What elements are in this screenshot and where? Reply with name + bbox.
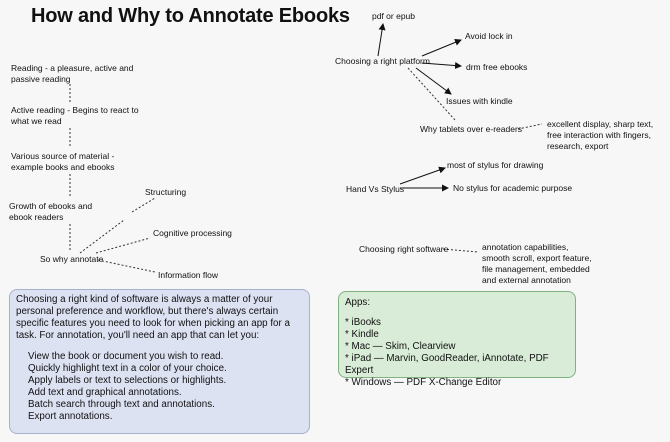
node-active-reading: Active reading - Begins to react to what we read [11, 105, 139, 126]
node-drm-free: drm free ebooks [466, 62, 528, 72]
feature-item: View the book or document you wish to read. [28, 351, 224, 362]
node-stylus-drawing: most of stylus for drawing [447, 160, 544, 170]
link-sowhy-infoflow [98, 260, 155, 272]
link-platform-tablets [408, 68, 455, 120]
feature-item: Quickly highlight text in a color of your choice. [28, 363, 227, 374]
node-choosing-platform: Choosing a right platform [335, 56, 430, 66]
arrow-hand-drawing [400, 168, 445, 184]
software-note-box [9, 289, 310, 434]
node-no-stylus: No stylus for academic purpose [453, 183, 573, 193]
node-avoid-lock-in: Avoid lock in [465, 31, 513, 41]
node-information-flow: Information flow [158, 270, 218, 280]
link-sowhy-structuring [80, 220, 124, 253]
feature-item: Add text and graphical annotations. [28, 387, 182, 398]
page-title: How and Why to Annotate Ebooks [31, 5, 350, 27]
arrow-platform-pdf [378, 24, 383, 56]
arrow-platform-kindle [416, 68, 451, 94]
link-structuring-upper [132, 198, 155, 212]
node-issues-kindle: Issues with kindle [446, 96, 513, 106]
node-choosing-software: Choosing right software [359, 244, 449, 254]
node-cognitive-processing: Cognitive processing [153, 228, 232, 238]
app-item: * iPad — Marvin, GoodReader, iAnnotate, PDF Expert [345, 353, 549, 376]
node-structuring: Structuring [145, 187, 187, 197]
feature-item: Batch search through text and annotations. [28, 399, 215, 410]
apps-list [345, 317, 569, 389]
node-reading: Reading - a pleasure, active and passive reading [11, 63, 134, 84]
node-various-material: Various source of material - example books and ebooks [11, 151, 115, 172]
apps-heading: Apps: [345, 297, 371, 308]
feature-item: Apply labels or text to selections or highlights. [28, 375, 227, 386]
app-item: * Windows — PDF X-Change Editor [345, 377, 502, 388]
app-item: * Kindle [345, 329, 379, 340]
feature-item: Export annotations. [28, 411, 113, 422]
node-software-detail: annotation capabilities, smooth scroll, export feature, file management, embedded and external annotation [482, 242, 592, 285]
node-growth: Growth of ebooks and ebook readers [9, 201, 93, 222]
node-so-why-annotate: So why annotate [40, 254, 104, 264]
apps-note-box [338, 291, 576, 388]
app-item: * Mac — Skim, Clearview [345, 341, 456, 352]
node-tablets-detail: excellent display, sharp text, free interaction with fingers, research, export [547, 119, 654, 151]
arrow-platform-avoid [422, 40, 461, 56]
software-feature-list [28, 351, 303, 423]
app-item: * iBooks [345, 317, 381, 328]
node-why-tablets: Why tablets over e-readers [420, 124, 523, 134]
link-sowhy-cognitive [96, 238, 150, 253]
software-intro: Choosing a right kind of software is always a matter of your personal preference and workflow, but there's always certain specific features you need to look for when picking an app for a task. For annotation, you'll need an app that can let you: [16, 294, 290, 341]
node-pdf-epub: pdf or epub [372, 11, 416, 21]
node-hand-vs-stylus: Hand Vs Stylus [346, 184, 405, 194]
